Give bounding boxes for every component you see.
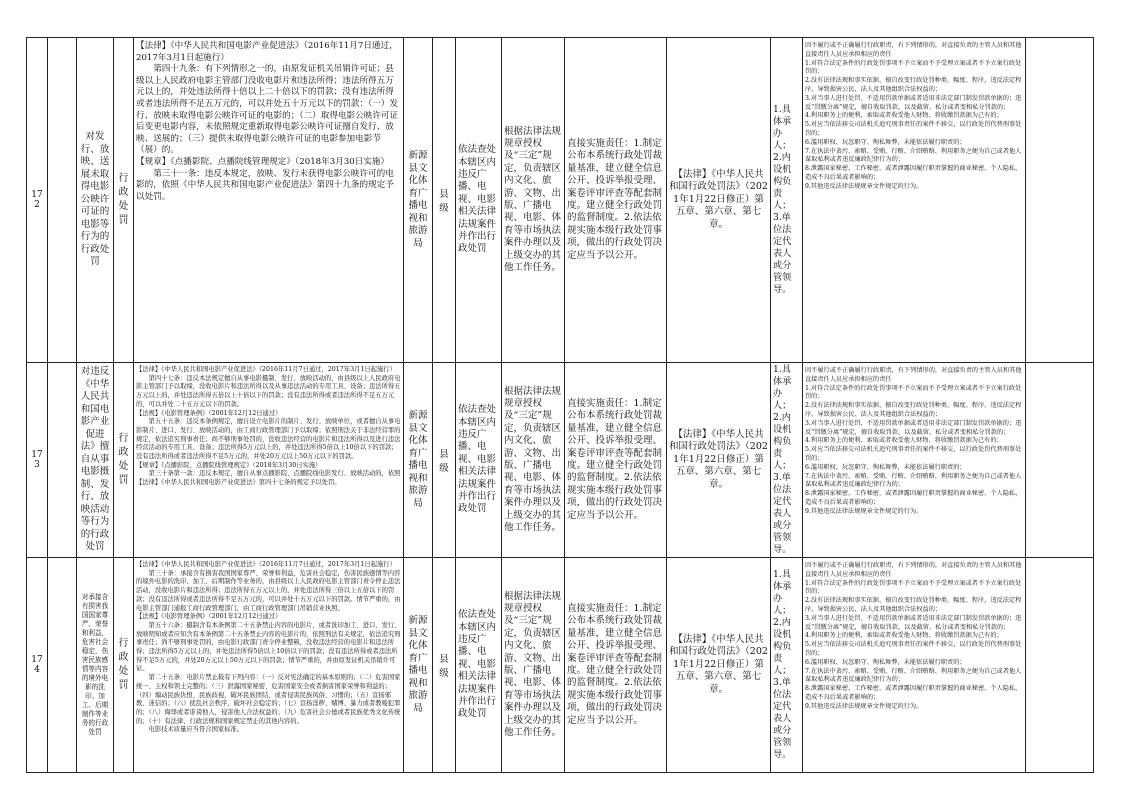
legal-basis (134, 38, 404, 363)
power-category: 行政处罚 (114, 38, 134, 363)
empty-cell (1026, 558, 1094, 773)
accountability-line: 1.对符合法定条件的行政处罚事项不予立案而不予受理立案或者不予立案行政处罚的； (805, 579, 1022, 596)
accountability-line: 3.对当事人进行处罚，不适用罚款单据或者适用非法定部门制发罚款单据的；违反“罚缴分离”规定，擅自收取罚款，以及截留、私分或者变相私分罚款的； (805, 614, 1022, 631)
accountability-line: 4.利用职务上的便利，索取或者收受他人财物、将收缴罚款据为己有的； (805, 112, 1003, 120)
authority-description: 依法查处本辖区内违反广播、电视、电影相关法律法规案件并作出行政处罚 (456, 363, 502, 558)
accountability-line: 因不履行或不正确履行行政职责，有下列情形的，对直接负责的主管人员和其他直接责任人员应承担相应的责任 (805, 562, 1022, 578)
implementing-department: 新源县文化体育广播电视和旅游局 (404, 558, 433, 773)
basis-line: 【规章】《点播影院、点播院线管理规定》（2018年3月30日实施） (136, 461, 322, 469)
accountability-situations (803, 558, 1026, 773)
accountability-line: 8.泄露国家秘密、工作秘密，或者泄露因履行职责掌握的商业秘密、个人隐私，造成不良后果或者影响的； (805, 165, 1022, 181)
accountability-line: 8.泄露国家秘密、工作秘密，或者泄露因履行职责掌握的商业秘密、个人隐私，造成不良后果或者影响的； (805, 685, 1022, 701)
responsibility-basis: 【法律】《中华人民共和国行政处罚法》（2021年1月22日修正）第五章、第六章、第七章。 (667, 363, 771, 558)
implementing-level: 县级 (433, 363, 456, 558)
accountability-line: 8.泄露国家秘密、工作秘密，或者泄露因履行职责掌握的商业秘密、个人隐私，造成不良后果或者影响的； (805, 490, 1022, 506)
accountability-line: 因不履行或不正确履行行政职责，有下列情形的，对直接负责的主管人员和其他直接责任人员应承担相应的责任 (805, 42, 1022, 58)
accountability-line: 1.对符合法定条件的行政处罚事项不予立案而不予受理立案或者不予立案行政处罚的； (805, 384, 1022, 401)
responsibility-items: 直接实施责任：1.制定公布本系统行政处罚裁量基准，建立健全信息公开、投诉举报受理、案卷评审评查等配套制度。建立健全行政处罚的监督制度。2.依法依规实施本级行政处罚事项，做出的行政处罚决定应当予以公开。 (565, 363, 667, 558)
legal-basis (134, 558, 404, 773)
blank-cell (48, 363, 77, 558)
basis-line: 电影技术质量应当符合国家标准。 (148, 726, 244, 734)
power-category: 行政处罚 (114, 558, 134, 773)
accountability-line: 2.没有法律法规和事实依据、擅自改变行政处罚种类、幅度、程序，违反法定程序，导致损害公民、法人及其他组织合法权益的； (805, 597, 1022, 613)
responsible-person: 1.具体承办人；2.内设机构负责人；3.单位法定代表人或分管领导。 (771, 558, 803, 773)
basis-line: 第五十五条：违反本条例规定，擅自设立电影片的制片、发行、放映单位，或者擅自从事电影制片、进口、发行、放映活动的，由工商行政管理部门予以取缔；依照刑法关于非法经营罪的规定，依法追究刑事责任；尚不够刑事处罚的，没收违法经营的电影片和违法所得以及进行违法经营活动的专用工具、设备；违法所得5万元以上的，并处违法所得5倍以上10倍以下的罚款；没有违法所得或者违法所得不足5万元的，并处20万元以上50万元以下的罚款。 (136, 418, 401, 461)
responsibility-scope: 根据法律法规规章授权及“三定”规定，负责辖区内文化、旅游、文物、出版、广播电视、电影、体育等市场执法案件办理以及上级交办的其他工作任务。 (502, 38, 565, 363)
basis-line: 第四十七条：违反本法规定擅自从事电影摄制、发行、放映活动的，由县级以上人民政府电影主管部门予以取缔，没收电影片和违法所得以及从事违法活动的专用工具、设备；违法所得五万元以上的，并处违法所得五倍以上十倍以下的罚款；没有违法所得或者违法所得不足五万元的，可以并处二十五万元以下的罚款。 (136, 374, 401, 408)
basis-line: 【法律】《中华人民共和国电影产业促进法》（2016年11月7日通过，2017年3月1日起施行） (136, 366, 396, 373)
accountability-situations (803, 363, 1026, 558)
accountability-line: 5.对应当依法移交司法机关追究刑事责任的案件不移交，以行政处罚代替刑事处罚的； (805, 446, 1022, 462)
accountability-line: 9.其他违反法律法规规章文件规定的行为。 (805, 507, 923, 515)
accountability-line: 1.对符合法定条件的行政处罚事项不予立案而不予受理立案或者不予立案行政处罚的； (805, 59, 1022, 76)
accountability-situations (803, 38, 1026, 363)
empty-cell (1026, 363, 1094, 558)
accountability-line: 6.滥用职权、玩忽职守、徇私舞弊，未能依法履行职责的； (805, 658, 966, 666)
accountability-line: 5.对应当依法移交司法机关追究刑事责任的案件不移交，以行政处罚代替刑事处罚的； (805, 121, 1022, 137)
table-row (27, 558, 1094, 773)
basis-line: 第五十六条：摄制含有本条例第二十五条禁止内容的电影片，或者洗印加工、进口、发行、放映明知或者应知含有本条例第二十五条禁止内容的电影片的，依照刑法有关规定，依法追究刑事责任；尚不够刑事处罚的，由电影行政部门责令停业整顿，没收违法经营的电影片和违法所得；违法所得5万元以上的，并处违法所得5倍以上10倍以下的罚款；没有违法所得或者违法所得不足5万元的，并处20万元以上50万元以下的罚款；情节严重的，并由原发证机关吊销许可证。 (136, 621, 401, 673)
responsibility-items: 直接实施责任：1.制定公布本系统行政处罚裁量基准，建立健全信息公开、投诉举报受理、案卷评审评查等配套制度。建立健全行政处罚的监督制度。2.依法依规实施本级行政处罚事项，做出的行政处罚决定应当予以公开。 (565, 558, 667, 773)
basis-line: 第二十五条：电影片禁止载有下列内容：（一）反对宪法确定的基本原则的；（二）危害国家统一、主权和领土完整的；（三）泄露国家秘密、危害国家安全或者损害国家荣誉和利益的；（四）煽动民族仇恨、民族歧视，破坏民族团结，或者侵害民族风俗、习惯的；（五）宣扬邪教、迷信的；（六）扰乱社会秩序，破坏社会稳定的；（七）宣扬淫秽、赌博、暴力或者教唆犯罪的；（八）侮辱或者诽谤他人，侵害他人合法权益的；（九）危害社会公德或者民族优秀文化传统的；（十）有法律、行政法规和国家规定禁止的其他内容的。 (136, 674, 401, 725)
implementing-department: 新源县文化体育广播电视和旅游局 (404, 363, 433, 558)
accountability-line: 3.对当事人进行处罚，不适用罚款单据或者适用非法定部门制发罚款单据的；违反“罚缴分离”规定，擅自收取罚款，以及截留、私分或者变相私分罚款的； (805, 419, 1022, 436)
responsibility-scope: 根据法律法规规章授权及“三定”规定，负责辖区内文化、旅游、文物、出版、广播电视、电影、体育等市场执法案件办理以及上级交办的其他工作任务。 (502, 363, 565, 558)
authority-description: 依法查处本辖区内违反广播、电视、电影相关法律法规案件并作出行政处罚 (456, 558, 502, 773)
accountability-line: 9.其他违反法律法规规章文件规定的行为。 (805, 182, 923, 190)
accountability-line: 7.在执法中贪污、索贿、受贿、行贿、介绍贿赂、利用职务之便为自己或者他人谋取私利或者违反廉政纪律行为的； (805, 472, 1022, 489)
accountability-line: 3.对当事人进行处罚，不适用罚款单据或者适用非法定部门制发罚款单据的；违反“罚缴分离”规定，擅自收取罚款，以及截留、私分或者变相私分罚款的； (805, 94, 1022, 111)
accountability-line: 7.在执法中贪污、索贿、受贿、行贿、介绍贿赂、利用职务之便为自己或者他人谋取私利或者违反廉政纪律行为的； (805, 667, 1022, 684)
accountability-line: 2.没有法律法规和事实依据、擅自改变行政处罚种类、幅度、程序，违反法定程序，导致损害公民、法人及其他组织合法权益的； (805, 77, 1022, 93)
basis-line: 【规章】《点播影院、点播院线管理规定》（2018年3月30日实施） (136, 156, 390, 167)
power-category: 行政处罚 (114, 363, 134, 558)
row-number: 173 (27, 363, 48, 558)
accountability-line: 因不履行或不正确履行行政职责，有下列情形的，对直接负责的主管人员和其他直接责任人员应承担相应的责任 (805, 367, 1022, 383)
row-number: 174 (27, 558, 48, 773)
table-row (27, 38, 1094, 363)
power-list-table (26, 37, 1094, 773)
responsibility-items: 直接实施责任：1.制定公布本系统行政处罚裁量基准，建立健全信息公开、投诉举报受理、案卷评审评查等配套制度。建立健全行政处罚的监督制度。2.依法依规实施本级行政处罚事项，做出的行政处罚决定应当予以公开。 (565, 38, 667, 363)
basis-line: 第四十九条：有下列情形之一的，由原发证机关吊销许可证；县级以上人民政府电影主管部门没收电影片和违法所得；违法所得五万元以上的，并处违法所得十倍以上二十倍以下的罚款；没有违法所得或者违法所得不足五万元的，可以并处五十万元以下的罚款：（一）发行、放映未取得电影公映许可证的电影的；（二）取得电影公映许可证后变更电影内容，未依照规定重新取得电影公映许可证擅自发行、放映、送展的；（三）提供未取得电影公映许可证的电影参加电影节（展）的。 (136, 64, 399, 156)
basis-line: 【法规】《电影管理条例》（2001年12月12日通过） (136, 409, 282, 417)
accountability-line: 6.滥用职权、玩忽职守、徇私舞弊，未能依法履行职责的； (805, 138, 966, 146)
authority-description: 依法查处本辖区内违反广播、电视、电影相关法律法规案件并作出行政处罚 (456, 38, 502, 363)
responsible-person: 1.具体承办人；2.内设机构负责人；3.单位法定代表人或分管领导。 (771, 38, 803, 363)
responsible-person: 1.具体承办人；2.内设机构负责人；3.单位法定代表人或分管领导。 (771, 363, 803, 558)
implementing-department: 新源县文化体育广播电视和旅游局 (404, 38, 433, 363)
accountability-line: 9.其他违反法律法规规章文件规定的行为。 (805, 702, 923, 710)
accountability-line: 4.利用职务上的便利，索取或者收受他人财物、将收缴罚款据为己有的； (805, 632, 1003, 640)
accountability-line: 2.没有法律法规和事实依据、擅自改变行政处罚种类、幅度、程序，违反法定程序，导致损害公民、法人及其他组织合法权益的； (805, 402, 1022, 418)
responsibility-basis: 【法律】《中华人民共和国行政处罚法》（2021年1月22日修正）第五章、第六章、第七章。 (667, 558, 771, 773)
basis-line: 【法规】《电影管理条例》（2001年12月12日通过） (136, 613, 282, 621)
responsibility-scope: 根据法律法规规章授权及“三定”规定，负责辖区内文化、旅游、文物、出版、广播电视、电影、体育等市场执法案件办理以及上级交办的其他工作任务。 (502, 558, 565, 773)
basis-line: 【法律】《中华人民共和国电影产业促进法》（2016年11月7日通过，2017年3月1日起施行） (136, 41, 398, 63)
empty-cell (1026, 38, 1094, 363)
document-page (26, 37, 1093, 773)
basis-line: 【法律】《中华人民共和国电影产业促进法》（2016年11月7日通过，2017年3月1日起施行） (136, 561, 396, 568)
legal-basis (134, 363, 404, 558)
basis-line: 第三十一条：违反本规定，放映、发行未获得电影公映许可的电影的，依照《中华人民共和国电影产业促进法》第四十九条的规定予以处罚。 (136, 168, 394, 202)
item-name: 对发行、放映、送展未取得电影公映许可证的电影等行为的行政处罚 (77, 38, 114, 363)
accountability-line: 6.滥用职权、玩忽职守、徇私舞弊，未能依法履行职责的； (805, 463, 966, 471)
item-name: 对承接含有损害我国国家尊严、荣誉和利益，危害社会稳定，伤害民族感情等内容的境外电影的洗印、加工、后期制作等业务的行政处罚 (77, 558, 114, 773)
responsibility-basis: 【法律】《中华人民共和国行政处罚法》（2021年1月22日修正）第五章、第六章、第七章。 (667, 38, 771, 363)
accountability-line: 4.利用职务上的便利，索取或者收受他人财物、将收缴罚款据为己有的； (805, 437, 1003, 445)
implementing-level: 县级 (433, 558, 456, 773)
item-name: 对违反《中华人民共和国电影产业促进法》擅自从事电影摄制、发行、放映活动等行为的行政处罚 (77, 363, 114, 558)
implementing-level: 县级 (433, 38, 456, 363)
basis-line: 第三十条第一款：违反本规定，擅自从事点播影院、点播院线电影发行、放映活动的，依照【法律】《中华人民共和国电影产业促进法》第四十七条的规定予以处罚。 (136, 470, 401, 487)
row-number: 172 (27, 38, 48, 363)
accountability-line: 5.对应当依法移交司法机关追究刑事责任的案件不移交，以行政处罚代替刑事处罚的； (805, 641, 1022, 657)
accountability-line: 7.在执法中贪污、索贿、受贿、行贿、介绍贿赂、利用职务之便为自己或者他人谋取私利或者违反廉政纪律行为的； (805, 147, 1022, 164)
basis-line: 第三十条：承接含有损害我国国家尊严、荣誉和利益，危害社会稳定，伤害民族感情等内容的境外电影的洗印、加工、后期制作等业务的，由县级以上人民政府电影主管部门责令停止违法活动，没收电影片和违法所得；违法所得五万元以上的，并处违法所得三倍以上五倍以下的罚款；没有违法所得或者违法所得不足五万元的，可以并处十五万元以下的罚款。情节严重的，由电影主管部门通报工商行政管理部门，由工商行政管理部门吊销营业执照。 (136, 569, 401, 612)
blank-cell (48, 38, 77, 363)
blank-cell (48, 558, 77, 773)
table-row (27, 363, 1094, 558)
